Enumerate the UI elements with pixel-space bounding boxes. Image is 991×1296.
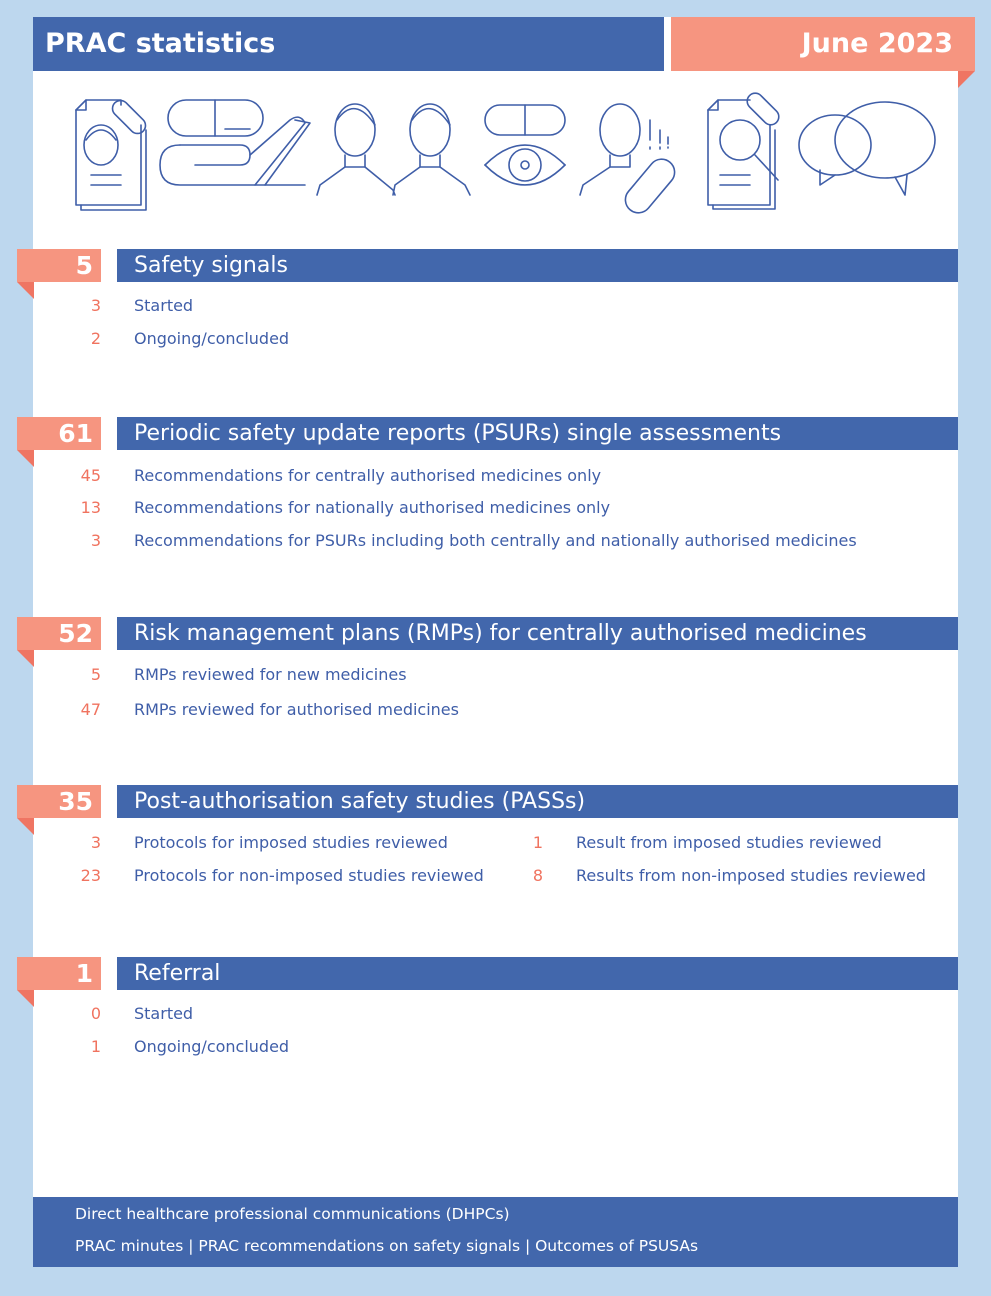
item-label: Started	[134, 296, 194, 315]
link-separator: |	[183, 1237, 199, 1255]
item-value: 3	[90, 833, 101, 852]
section-title: Referral	[117, 957, 958, 990]
item-value: 45	[80, 466, 101, 485]
section-title: Risk management plans (RMPs) for centrally authorised medicines	[117, 617, 958, 650]
item-value: 23	[80, 866, 101, 885]
dhpc-link[interactable]: Direct healthcare professional communications (DHPCs)	[75, 1205, 510, 1223]
prac-minutes-link[interactable]: PRAC minutes	[75, 1237, 184, 1255]
item-label: Protocols for imposed studies reviewed	[134, 833, 448, 852]
section-total: 1	[17, 957, 101, 990]
two-people-icon	[315, 85, 475, 215]
prac-signal-recommendations-link[interactable]: PRAC recommendations on safety signals	[198, 1237, 521, 1255]
item-value: 13	[80, 498, 101, 517]
item-label: Protocols for non-imposed studies reviewed	[134, 866, 484, 885]
item-label: Recommendations for nationally authorised medicines only	[134, 498, 611, 517]
item-label: RMPs reviewed for authorised medicines	[134, 700, 459, 719]
section-total: 52	[17, 617, 101, 650]
item-value: 2	[90, 329, 101, 348]
section-total: 35	[17, 785, 101, 818]
item-label: Recommendations for PSURs including both centrally and nationally authorised medicines	[134, 531, 857, 550]
section-total: 5	[17, 249, 101, 282]
patient-document-pill-icon	[66, 85, 156, 215]
section-total: 61	[17, 417, 101, 450]
section-title: Safety signals	[117, 249, 958, 282]
item-value: 5	[90, 665, 101, 684]
item-value: 1	[90, 1037, 101, 1056]
item-value: 3	[90, 296, 101, 315]
item-value: 1	[532, 833, 543, 852]
item-value: 47	[80, 700, 101, 719]
item-label: Ongoing/concluded	[134, 329, 290, 348]
item-label: Results from non-imposed studies reviewed	[576, 866, 926, 885]
section-fold	[17, 650, 34, 667]
section-fold	[17, 990, 34, 1007]
item-value: 8	[532, 866, 543, 885]
section-fold	[17, 450, 34, 467]
item-label: Result from imposed studies reviewed	[576, 833, 882, 852]
patient-alert-pill-icon	[575, 85, 685, 225]
section-title: Post-authorisation safety studies (PASSs)	[117, 785, 958, 818]
speech-bubbles-icon	[795, 85, 940, 215]
pill-in-hand-icon	[155, 85, 320, 215]
item-label: Recommendations for centrally authorised medicines only	[134, 466, 602, 485]
date-banner: June 2023	[671, 17, 975, 71]
item-value: 3	[90, 531, 101, 550]
document-magnifier-pill-icon	[700, 85, 800, 215]
footer-links	[33, 1197, 958, 1267]
item-value: 0	[90, 1004, 101, 1023]
psusa-outcomes-link[interactable]: Outcomes of PSUSAs	[535, 1237, 699, 1255]
section-fold	[17, 282, 34, 299]
item-label: RMPs reviewed for new medicines	[134, 665, 407, 684]
pill-eye-icon	[480, 85, 570, 215]
icon-row	[60, 85, 950, 225]
page-title: PRAC statistics	[33, 17, 664, 71]
date-banner-fold	[958, 71, 975, 88]
section-fold	[17, 818, 34, 835]
item-label: Ongoing/concluded	[134, 1037, 290, 1056]
link-separator: |	[520, 1237, 536, 1255]
item-label: Started	[134, 1004, 194, 1023]
section-title: Periodic safety update reports (PSURs) single assessments	[117, 417, 958, 450]
